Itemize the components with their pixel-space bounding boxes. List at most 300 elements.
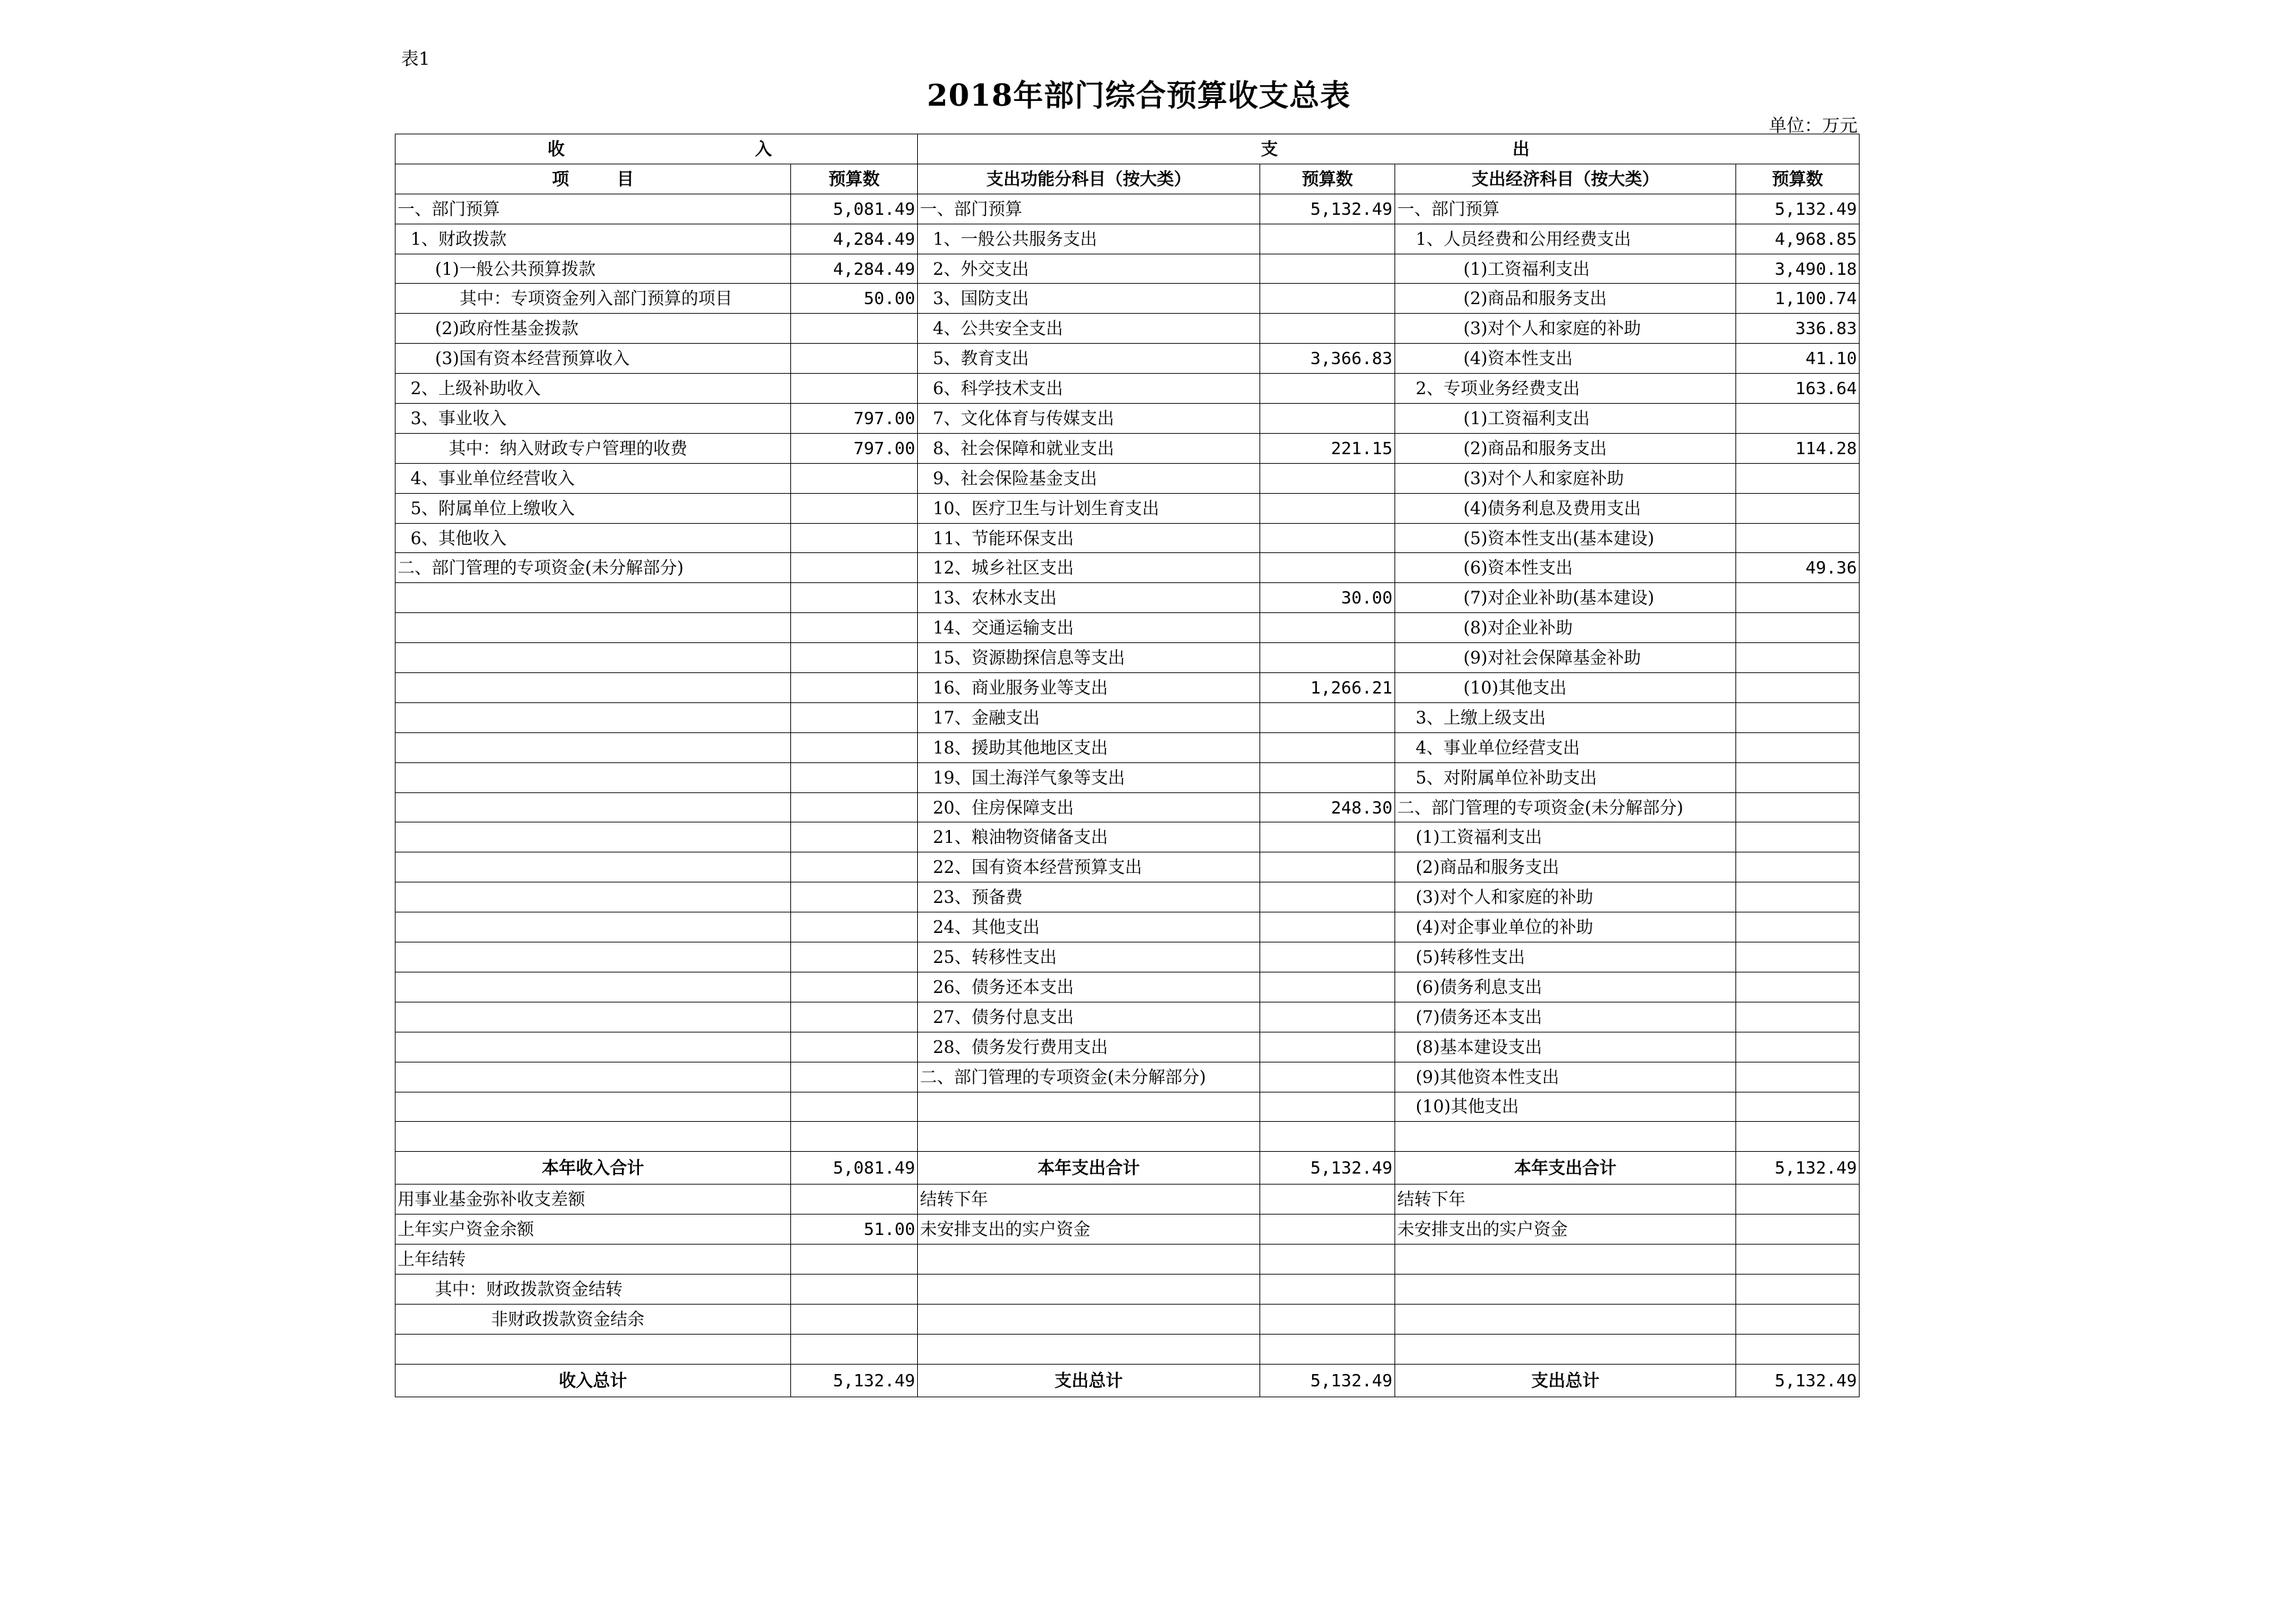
income-item xyxy=(396,882,791,912)
func-value xyxy=(1260,374,1395,404)
econ-value xyxy=(1736,912,1860,942)
econ-value xyxy=(1736,613,1860,643)
income-value: 5,081.49 xyxy=(791,194,918,224)
econ-item: (7)债务还本支出 xyxy=(1395,1002,1736,1032)
econ-item: 5、对附属单位补助支出 xyxy=(1395,762,1736,792)
income-value xyxy=(791,972,918,1002)
income-value xyxy=(791,912,918,942)
income-item xyxy=(396,1002,791,1032)
income-value xyxy=(791,613,918,643)
income-item: (1)一般公共预算拨款 xyxy=(396,254,791,284)
econ-item: (2)商品和服务支出 xyxy=(1395,284,1736,314)
table-row xyxy=(396,314,1860,344)
func-value xyxy=(1260,254,1395,284)
table-row xyxy=(396,1002,1860,1032)
econ-value xyxy=(1736,583,1860,613)
func-value xyxy=(1260,1185,1395,1215)
econ-item xyxy=(1395,1122,1736,1152)
table-row xyxy=(396,1245,1860,1275)
income-item: (3)国有资本经营预算收入 xyxy=(396,344,791,374)
income-item xyxy=(396,912,791,942)
func-item: 17、金融支出 xyxy=(918,702,1260,732)
econ-value xyxy=(1736,792,1860,822)
econ-item: (3)对个人和家庭的补助 xyxy=(1395,314,1736,344)
func-item: 10、医疗卫生与计划生育支出 xyxy=(918,493,1260,523)
func-value xyxy=(1260,1245,1395,1275)
econ-item xyxy=(1395,1334,1736,1364)
econ-value xyxy=(1736,822,1860,852)
func-item: 二、部门管理的专项资金(未分解部分) xyxy=(918,1062,1260,1092)
func-value xyxy=(1260,224,1395,254)
econ-item: (9)对社会保障基金补助 xyxy=(1395,643,1736,673)
econ-value: 336.83 xyxy=(1736,314,1860,344)
func-item: 19、国土海洋气象等支出 xyxy=(918,762,1260,792)
econ-item: (6)资本性支出 xyxy=(1395,553,1736,583)
table-row xyxy=(396,762,1860,792)
income-value xyxy=(791,643,918,673)
func-value xyxy=(1260,1334,1395,1364)
func-value xyxy=(1260,1002,1395,1032)
econ-value: 163.64 xyxy=(1736,374,1860,404)
table-row xyxy=(396,583,1860,613)
func-item: 8、社会保障和就业支出 xyxy=(918,433,1260,463)
income-item xyxy=(396,643,791,673)
expense-header-a: 支 xyxy=(1261,138,1279,159)
econ-item: (5)资本性支出(基本建设) xyxy=(1395,523,1736,553)
func-value xyxy=(1260,404,1395,434)
income-item xyxy=(396,1334,791,1364)
header-row-1 xyxy=(396,134,1860,164)
income-value xyxy=(791,1092,918,1122)
func-value xyxy=(1260,852,1395,882)
income-value xyxy=(791,314,918,344)
income-header xyxy=(396,134,918,164)
func-item: 1、一般公共服务支出 xyxy=(918,224,1260,254)
income-item xyxy=(396,852,791,882)
income-item xyxy=(396,613,791,643)
func-total-value: 5,132.49 xyxy=(1260,1152,1395,1185)
expense-header-b: 出 xyxy=(1512,138,1530,159)
econ-value xyxy=(1736,673,1860,703)
func-item xyxy=(918,1245,1260,1275)
table-row xyxy=(396,732,1860,762)
income-value xyxy=(791,374,918,404)
income-item xyxy=(396,822,791,852)
income-value xyxy=(791,792,918,822)
expense-header xyxy=(918,134,1860,164)
econ-item xyxy=(1395,1304,1736,1334)
econ-item: (2)商品和服务支出 xyxy=(1395,433,1736,463)
income-value xyxy=(791,822,918,852)
econ-item xyxy=(1395,1274,1736,1304)
func-item: 25、转移性支出 xyxy=(918,942,1260,972)
func-value xyxy=(1260,463,1395,493)
income-header-b: 入 xyxy=(754,138,772,159)
econ-value: 41.10 xyxy=(1736,344,1860,374)
income-item: 6、其他收入 xyxy=(396,523,791,553)
table-row xyxy=(396,942,1860,972)
income-item: 上年实户资金余额 xyxy=(396,1215,791,1245)
econ-item: (1)工资福利支出 xyxy=(1395,254,1736,284)
income-item: 1、财政拨款 xyxy=(396,224,791,254)
table-row xyxy=(396,1215,1860,1245)
table-row xyxy=(396,194,1860,224)
func-item: 12、城乡社区支出 xyxy=(918,553,1260,583)
func-value xyxy=(1260,284,1395,314)
table-row xyxy=(396,344,1860,374)
econ-value xyxy=(1736,852,1860,882)
income-value xyxy=(791,702,918,732)
func-item: 4、公共安全支出 xyxy=(918,314,1260,344)
income-value xyxy=(791,583,918,613)
income-value xyxy=(791,1062,918,1092)
income-value xyxy=(791,1122,918,1152)
table-row xyxy=(396,1062,1860,1092)
func-item xyxy=(918,1304,1260,1334)
income-value xyxy=(791,1002,918,1032)
year-total-row xyxy=(396,1152,1860,1185)
func-value xyxy=(1260,942,1395,972)
table-row xyxy=(396,673,1860,703)
unit-label: 单位：万元 xyxy=(1768,116,1858,136)
econ-value xyxy=(1736,762,1860,792)
func-item xyxy=(918,1274,1260,1304)
income-value xyxy=(791,882,918,912)
econ-value xyxy=(1736,702,1860,732)
income-value xyxy=(791,344,918,374)
func-total-label: 本年支出合计 xyxy=(918,1152,1260,1185)
income-value xyxy=(791,553,918,583)
income-value xyxy=(791,463,918,493)
table-row xyxy=(396,1032,1860,1062)
income-item: 非财政拨款资金结余 xyxy=(396,1304,791,1334)
income-budget-header: 预算数 xyxy=(791,164,918,194)
table-row xyxy=(396,493,1860,523)
econ-value xyxy=(1736,1185,1860,1215)
econ-total-value: 5,132.49 xyxy=(1736,1364,1860,1397)
func-item: 未安排支出的实户资金 xyxy=(918,1215,1260,1245)
income-value xyxy=(791,762,918,792)
econ-item: 一、部门预算 xyxy=(1395,194,1736,224)
table-row xyxy=(396,433,1860,463)
func-item xyxy=(918,1334,1260,1364)
func-value xyxy=(1260,702,1395,732)
econ-item: (4)资本性支出 xyxy=(1395,344,1736,374)
econ-value xyxy=(1736,1032,1860,1062)
econ-value xyxy=(1736,1304,1860,1334)
econ-total-label: 本年支出合计 xyxy=(1395,1152,1736,1185)
econ-item: (4)对企事业单位的补助 xyxy=(1395,912,1736,942)
func-value xyxy=(1260,493,1395,523)
item-header xyxy=(396,164,791,194)
income-item: 一、部门预算 xyxy=(396,194,791,224)
econ-value: 49.36 xyxy=(1736,553,1860,583)
table-row xyxy=(396,1092,1860,1122)
func-item: 6、科学技术支出 xyxy=(918,374,1260,404)
func-item: 27、债务付息支出 xyxy=(918,1002,1260,1032)
income-value xyxy=(791,1185,918,1215)
econ-item: (9)其他资本性支出 xyxy=(1395,1062,1736,1092)
econ-value xyxy=(1736,404,1860,434)
func-item: 22、国有资本经营预算支出 xyxy=(918,852,1260,882)
income-value: 51.00 xyxy=(791,1215,918,1245)
income-total-label: 本年收入合计 xyxy=(396,1152,791,1185)
income-item xyxy=(396,673,791,703)
income-total-value: 5,081.49 xyxy=(791,1152,918,1185)
econ-value xyxy=(1736,643,1860,673)
table-row xyxy=(396,613,1860,643)
econ-item: (7)对企业补助(基本建设) xyxy=(1395,583,1736,613)
func-value: 1,266.21 xyxy=(1260,673,1395,703)
income-item xyxy=(396,1062,791,1092)
income-item xyxy=(396,732,791,762)
func-item: 13、农林水支出 xyxy=(918,583,1260,613)
income-item: 5、附属单位上缴收入 xyxy=(396,493,791,523)
func-total-label: 支出总计 xyxy=(918,1364,1260,1397)
table-row xyxy=(396,882,1860,912)
econ-item: (3)对个人和家庭补助 xyxy=(1395,463,1736,493)
econ-value xyxy=(1736,463,1860,493)
econ-value xyxy=(1736,1334,1860,1364)
econ-value: 4,968.85 xyxy=(1736,224,1860,254)
econ-item: 二、部门管理的专项资金(未分解部分) xyxy=(1395,792,1736,822)
table-row xyxy=(396,912,1860,942)
func-value: 30.00 xyxy=(1260,583,1395,613)
econ-value xyxy=(1736,493,1860,523)
table-row xyxy=(396,822,1860,852)
table-row xyxy=(396,702,1860,732)
func-value xyxy=(1260,523,1395,553)
income-value xyxy=(791,1304,918,1334)
func-item: 7、文化体育与传媒支出 xyxy=(918,404,1260,434)
econ-value xyxy=(1736,1215,1860,1245)
econ-item: 1、人员经费和公用经费支出 xyxy=(1395,224,1736,254)
income-item: (2)政府性基金拨款 xyxy=(396,314,791,344)
func-item: 14、交通运输支出 xyxy=(918,613,1260,643)
func-value xyxy=(1260,732,1395,762)
econ-value: 3,490.18 xyxy=(1736,254,1860,284)
income-item: 用事业基金弥补收支差额 xyxy=(396,1185,791,1215)
income-item xyxy=(396,942,791,972)
econ-item: (1)工资福利支出 xyxy=(1395,404,1736,434)
econ-budget-header: 预算数 xyxy=(1736,164,1860,194)
income-item xyxy=(396,1092,791,1122)
econ-value xyxy=(1736,882,1860,912)
income-value xyxy=(791,1032,918,1062)
income-value: 797.00 xyxy=(791,404,918,434)
econ-total-label: 支出总计 xyxy=(1395,1364,1736,1397)
table-row xyxy=(396,1185,1860,1215)
econ-value: 114.28 xyxy=(1736,433,1860,463)
econ-value xyxy=(1736,523,1860,553)
budget-table xyxy=(395,134,1860,1397)
econ-value xyxy=(1736,1002,1860,1032)
func-value: 248.30 xyxy=(1260,792,1395,822)
func-item: 24、其他支出 xyxy=(918,912,1260,942)
func-item: 2、外交支出 xyxy=(918,254,1260,284)
func-value xyxy=(1260,972,1395,1002)
econ-item xyxy=(1395,1245,1736,1275)
econ-value xyxy=(1736,1245,1860,1275)
income-item: 其中：专项资金列入部门预算的项目 xyxy=(396,284,791,314)
func-value xyxy=(1260,314,1395,344)
econ-item: (5)转移性支出 xyxy=(1395,942,1736,972)
table-row xyxy=(396,523,1860,553)
func-item: 5、教育支出 xyxy=(918,344,1260,374)
econ-value xyxy=(1736,1122,1860,1152)
func-value: 3,366.83 xyxy=(1260,344,1395,374)
table-row xyxy=(396,1304,1860,1334)
func-item: 11、节能环保支出 xyxy=(918,523,1260,553)
income-item xyxy=(396,1032,791,1062)
income-value xyxy=(791,942,918,972)
econ-class-header: 支出经济科目（按大类） xyxy=(1395,164,1736,194)
econ-total-value: 5,132.49 xyxy=(1736,1152,1860,1185)
func-item: 28、债务发行费用支出 xyxy=(918,1032,1260,1062)
econ-value xyxy=(1736,972,1860,1002)
grand-total-row xyxy=(396,1364,1860,1397)
income-value xyxy=(791,1334,918,1364)
econ-item: (8)基本建设支出 xyxy=(1395,1032,1736,1062)
table-row xyxy=(396,1334,1860,1364)
income-item: 4、事业单位经营收入 xyxy=(396,463,791,493)
econ-item: 2、专项业务经费支出 xyxy=(1395,374,1736,404)
econ-item: 4、事业单位经营支出 xyxy=(1395,732,1736,762)
income-item xyxy=(396,792,791,822)
econ-value xyxy=(1736,1062,1860,1092)
table-row xyxy=(396,792,1860,822)
income-value xyxy=(791,852,918,882)
table-row xyxy=(396,224,1860,254)
table-row xyxy=(396,404,1860,434)
econ-item: (3)对个人和家庭的补助 xyxy=(1395,882,1736,912)
table-row xyxy=(396,374,1860,404)
income-value: 4,284.49 xyxy=(791,224,918,254)
func-value: 5,132.49 xyxy=(1260,194,1395,224)
func-value xyxy=(1260,822,1395,852)
func-value xyxy=(1260,1274,1395,1304)
func-item: 23、预备费 xyxy=(918,882,1260,912)
income-item xyxy=(396,583,791,613)
func-budget-header: 预算数 xyxy=(1260,164,1395,194)
income-value xyxy=(791,493,918,523)
econ-item: (6)债务利息支出 xyxy=(1395,972,1736,1002)
func-item: 16、商业服务业等支出 xyxy=(918,673,1260,703)
func-item: 18、援助其他地区支出 xyxy=(918,732,1260,762)
income-item: 其中：纳入财政专户管理的收费 xyxy=(396,433,791,463)
income-total-value: 5,132.49 xyxy=(791,1364,918,1397)
func-item: 结转下年 xyxy=(918,1185,1260,1215)
income-value: 4,284.49 xyxy=(791,254,918,284)
func-value xyxy=(1260,1122,1395,1152)
table-row xyxy=(396,972,1860,1002)
func-item xyxy=(918,1122,1260,1152)
func-value xyxy=(1260,643,1395,673)
func-item: 20、住房保障支出 xyxy=(918,792,1260,822)
income-item xyxy=(396,972,791,1002)
table-row xyxy=(396,852,1860,882)
income-item: 二、部门管理的专项资金(未分解部分) xyxy=(396,553,791,583)
func-item: 3、国防支出 xyxy=(918,284,1260,314)
func-item xyxy=(918,1092,1260,1122)
income-value xyxy=(791,732,918,762)
econ-item: (10)其他支出 xyxy=(1395,1092,1736,1122)
func-value xyxy=(1260,1092,1395,1122)
income-item: 上年结转 xyxy=(396,1245,791,1275)
func-value xyxy=(1260,553,1395,583)
func-value xyxy=(1260,1032,1395,1062)
func-value xyxy=(1260,762,1395,792)
item-header-a: 项 xyxy=(552,168,569,189)
table-row xyxy=(396,643,1860,673)
econ-value: 1,100.74 xyxy=(1736,284,1860,314)
econ-item: (1)工资福利支出 xyxy=(1395,822,1736,852)
func-item: 15、资源勘探信息等支出 xyxy=(918,643,1260,673)
func-class-header: 支出功能分科目（按大类） xyxy=(918,164,1260,194)
income-item xyxy=(396,762,791,792)
func-value xyxy=(1260,912,1395,942)
func-value xyxy=(1260,613,1395,643)
econ-item: (4)债务利息及费用支出 xyxy=(1395,493,1736,523)
income-value xyxy=(791,673,918,703)
func-item: 9、社会保险基金支出 xyxy=(918,463,1260,493)
func-item: 一、部门预算 xyxy=(918,194,1260,224)
income-total-label: 收入总计 xyxy=(396,1364,791,1397)
table-row xyxy=(396,284,1860,314)
table-row xyxy=(396,1274,1860,1304)
income-header-a: 收 xyxy=(548,138,565,159)
header-row-2 xyxy=(396,164,1860,194)
table-row xyxy=(396,463,1860,493)
table-row xyxy=(396,254,1860,284)
func-value xyxy=(1260,882,1395,912)
sheet-label: 表1 xyxy=(401,49,430,70)
income-value: 797.00 xyxy=(791,433,918,463)
econ-value: 5,132.49 xyxy=(1736,194,1860,224)
income-item: 3、事业收入 xyxy=(396,404,791,434)
func-item: 26、债务还本支出 xyxy=(918,972,1260,1002)
econ-value xyxy=(1736,732,1860,762)
table-row xyxy=(396,1122,1860,1152)
page-title: 2018年部门综合预算收支总表 xyxy=(927,78,1351,113)
income-value xyxy=(791,1245,918,1275)
func-value xyxy=(1260,1304,1395,1334)
func-total-value: 5,132.49 xyxy=(1260,1364,1395,1397)
econ-value xyxy=(1736,1274,1860,1304)
income-item: 2、上级补助收入 xyxy=(396,374,791,404)
econ-value xyxy=(1736,942,1860,972)
table-row xyxy=(396,553,1860,583)
item-header-b: 目 xyxy=(616,168,634,189)
econ-item: 结转下年 xyxy=(1395,1185,1736,1215)
econ-item: (10)其他支出 xyxy=(1395,673,1736,703)
income-item xyxy=(396,1122,791,1152)
econ-item: (8)对企业补助 xyxy=(1395,613,1736,643)
econ-value xyxy=(1736,1092,1860,1122)
income-value: 50.00 xyxy=(791,284,918,314)
func-item: 21、粮油物资储备支出 xyxy=(918,822,1260,852)
income-value xyxy=(791,1274,918,1304)
func-value xyxy=(1260,1062,1395,1092)
income-item xyxy=(396,702,791,732)
econ-item: 3、上缴上级支出 xyxy=(1395,702,1736,732)
func-value xyxy=(1260,1215,1395,1245)
income-item: 其中：财政拨款资金结转 xyxy=(396,1274,791,1304)
econ-item: 未安排支出的实户资金 xyxy=(1395,1215,1736,1245)
income-value xyxy=(791,523,918,553)
econ-item: (2)商品和服务支出 xyxy=(1395,852,1736,882)
func-value: 221.15 xyxy=(1260,433,1395,463)
